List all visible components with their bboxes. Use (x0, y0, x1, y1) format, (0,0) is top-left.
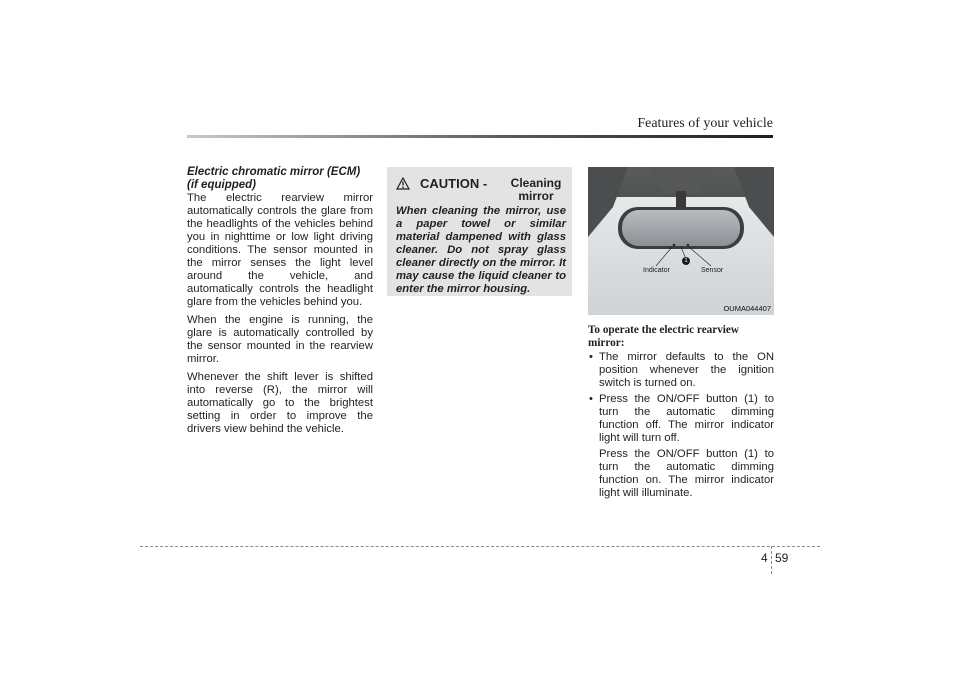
page-number: 59 (775, 551, 789, 565)
callout-badge: 1 (682, 257, 690, 265)
caution-label: CAUTION - (420, 176, 488, 191)
caution-box (387, 167, 572, 296)
caution-topic: Cleaning mirror (510, 176, 562, 203)
bullet-continuation: Press the ON/OFF button (1) to turn the automatic dimming function on. The mirror indicator light will illuminate. (599, 448, 774, 499)
chapter-number: 4 (761, 551, 768, 565)
footer-rule (140, 546, 820, 547)
bullet-text: Press the ON/OFF button (1) to turn the automatic dimming function off. The mirror indicator light will turn off. (599, 393, 774, 444)
bullet-text: The mirror defaults to the ON position whenever the ignition switch is turned on. (599, 351, 774, 389)
procedure-heading: To operate the electric rearview mirror: (588, 324, 739, 349)
right-column (588, 318, 774, 500)
section-title-qualifier: (if equipped) (187, 179, 256, 191)
paragraph: When the engine is running, the glare is automatically controlled by the sensor mounted in the rearview mirror. (187, 314, 373, 365)
caution-header (396, 175, 566, 203)
bullet-dot: • (589, 393, 593, 405)
bullet-item (588, 351, 774, 390)
paragraph: The electric rearview mirror automatically controls the glare from the headlights of the vehicles behind you in nighttime or low light driving conditions. The sensor mounted in the mirror senses the light level around the vehicle, and automatically controls the headlight glare from the vehicles behind you. (187, 192, 373, 308)
indicator-label: Indicator (643, 267, 670, 274)
section-title: Electric chromatic mirror (ECM) (187, 166, 361, 178)
footer-divider (771, 546, 772, 574)
figure-code: OUMA044407 (723, 304, 771, 313)
header-rule (187, 135, 773, 138)
bullet-dot: • (589, 351, 593, 363)
caution-text: When cleaning the mirror, use a paper towel or similar material dampened with glass cleaner. Do not spray glass cleaner directly on the mirror. It may cause the liquid cleaner to enter the mirror housing. (396, 205, 566, 295)
mirror-illustration (588, 167, 774, 315)
running-header: Features of your vehicle (637, 116, 773, 131)
left-column (187, 166, 373, 441)
paragraph: Whenever the shift lever is shifted into reverse (R), the mirror will automatically go to the brightest setting in order to improve the drivers view behind the vehicle. (187, 371, 373, 435)
bullet-item (588, 393, 774, 445)
sensor-label: Sensor (701, 267, 724, 274)
mirror-photo (588, 167, 774, 315)
warning-triangle-icon (396, 177, 410, 190)
